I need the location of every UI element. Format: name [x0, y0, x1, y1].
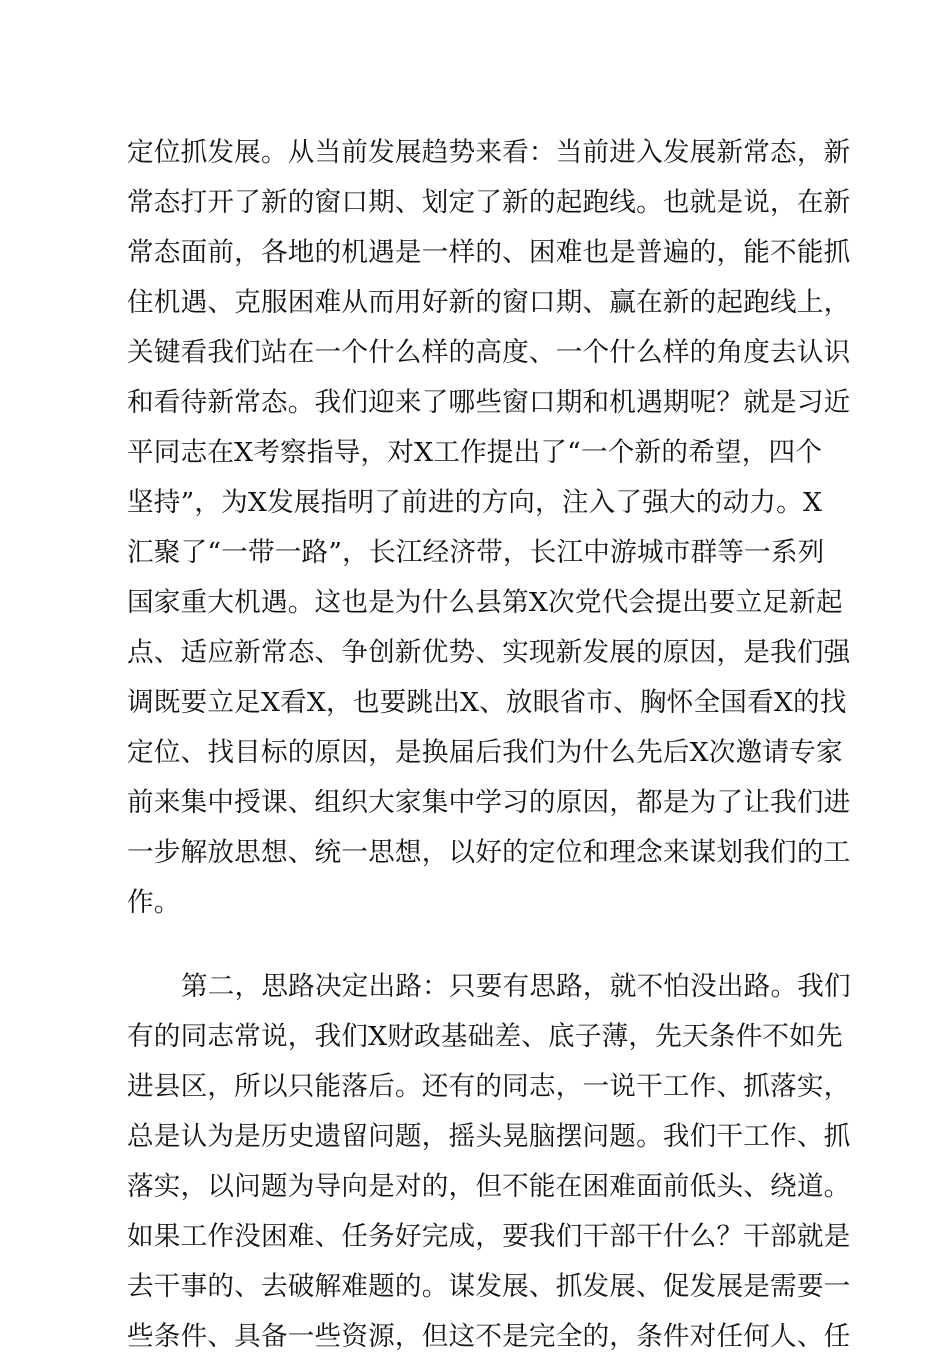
text-line: 调既要立足X看X，也要跳出X、放眼省市、胸怀全国看X的找: [127, 687, 847, 718]
document-page: [127, 128, 851, 1362]
paragraph-gap: [127, 928, 827, 962]
text-line: 去干事的、去破解难题的。谋发展、抓发展、促发展是需要一: [127, 1271, 851, 1302]
text-line: 前来集中授课、组织大家集中学习的原因，都是为了让我们进: [127, 787, 851, 818]
text-line: 常态打开了新的窗口期、划定了新的起跑线。也就是说，在新: [127, 187, 851, 218]
text-line: 常态面前，各地的机遇是一样的、困难也是普遍的，能不能抓: [127, 237, 851, 268]
text-line: 进县区，所以只能落后。还有的同志，一说干工作、抓落实，: [127, 1071, 851, 1102]
text-line: 有的同志常说，我们X财政基础差、底子薄，先天条件不如先: [127, 1021, 843, 1052]
text-line: 汇聚了“一带一路”，长江经济带，长江中游城市群等一系列: [127, 537, 825, 568]
text-line: 坚持”，为X发展指明了前进的方向，注入了强大的动力。X: [127, 487, 823, 518]
text-line: 一步解放思想、统一思想，以好的定位和理念来谋划我们的工: [127, 837, 851, 868]
text-line: 总是认为是历史遗留问题，摇头晃脑摆问题。我们干工作、抓: [127, 1121, 851, 1152]
text-line: 平同志在X考察指导，对X工作提出了“一个新的希望，四个: [127, 437, 823, 468]
text-line: 定位、找目标的原因，是换届后我们为什么先后X次邀请专家: [127, 737, 843, 768]
text-line: 第二，思路决定出路：只要有思路，就不怕没出路。我们: [181, 971, 851, 1002]
paragraph-2: [127, 962, 851, 1362]
text-line: 点、适应新常态、争创新优势、实现新发展的原因，是我们强: [127, 637, 851, 668]
text-line: 落实，以问题为导向是对的，但不能在困难面前低头、绕道。: [127, 1171, 851, 1202]
text-line: 国家重大机遇。这也是为什么县第X次党代会提出要立足新起: [127, 587, 843, 618]
text-line: 和看待新常态。我们迎来了哪些窗口期和机遇期呢？就是习近: [127, 387, 851, 418]
paragraph-1: [127, 128, 851, 928]
text-line: 定位抓发展。从当前发展趋势来看：当前进入发展新常态，新: [127, 137, 851, 168]
text-line: 作。: [127, 887, 181, 918]
text-line: 如果工作没困难、任务好完成，要我们干部干什么？干部就是: [127, 1221, 851, 1252]
text-line: 些条件、具备一些资源，但这不是完全的，条件对任何人、任: [127, 1321, 851, 1352]
text-line: 关键看我们站在一个什么样的高度、一个什么样的角度去认识: [127, 337, 851, 368]
text-line: 住机遇、克服困难从而用好新的窗口期、赢在新的起跑线上，: [127, 287, 851, 318]
